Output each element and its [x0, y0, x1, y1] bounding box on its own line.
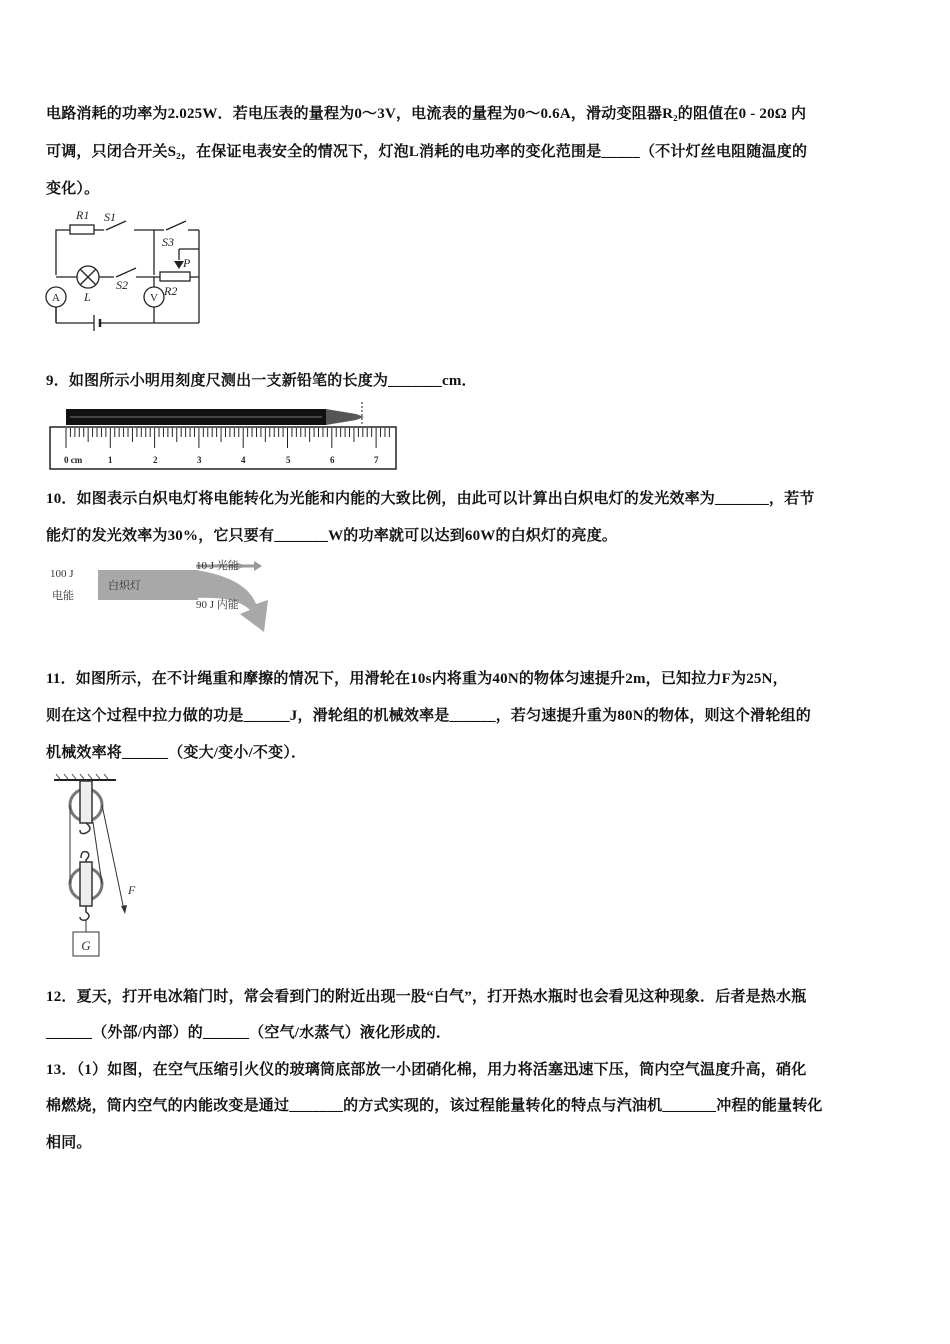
q8-line-1: 电路消耗的功率为2.025W．若电压表的量程为0～3V，电流表的量程为0～0.6A，滑动变阻器R₂的阻值在0 - 20Ω 内 [46, 106, 807, 122]
q8-line-2: 可调，只闭合开关S₂，在保证电表安全的情况下，灯泡L消耗的电功率的变化范围是_____（不计灯丝电阻随温度的 [46, 144, 808, 160]
lamp-label: 白炽灯 [108, 580, 141, 592]
q8-line-3: 变化）。 [46, 181, 100, 197]
tick-label-2: 2 [153, 455, 158, 465]
q12-line-2: ______（外部/内部）的______（空气/水蒸气）液化形成的． [46, 1025, 452, 1041]
q13-line-2: 棉燃烧，筒内空气的内能改变是通过_______的方式实现的，该过程能量转化的特点与汽油机_______冲程的能量转化 [46, 1098, 823, 1114]
q11-line-3: 机械效率将______（变大/变小/不变）． [46, 745, 307, 761]
q12-line-1: 12．夏天，打开电冰箱门时，常会看到门的附近出现一股“白气”，打开热水瓶时也会看见这种现象．后者是热水瓶 [46, 989, 807, 1005]
q10-line-2: 能灯的发光效率为30%，它只要有_______W的功率就可以达到60W的白炽灯的亮度。 [46, 528, 618, 544]
label-r1: R1 [76, 208, 90, 222]
label-l: L [84, 290, 91, 304]
q10-line-1: 10．如图表示白炽电灯将电能转化为光能和内能的大致比例，由此可以计算出白炽电灯的发光效率为_______，若节 [46, 491, 815, 507]
force-label: F [128, 883, 136, 897]
q11-line-1: 11．如图所示，在不计绳重和摩擦的情况下，用滑轮在10s内将重为40N的物体匀速提升2m，已知拉力F为25N， [46, 671, 788, 687]
ammeter-label: A [52, 292, 60, 304]
tick-label-1: 1 [108, 455, 113, 465]
label-s1: S1 [104, 210, 116, 224]
label-p: P [183, 256, 191, 270]
label-s3: S3 [162, 235, 174, 249]
energy-flow-diagram [46, 556, 278, 642]
input-energy-type: 电能 [52, 590, 74, 602]
q11-line-2: 则在这个过程中拉力做的功是______J，滑轮组的机械效率是______，若匀速提升重为80N的物体，则这个滑轮组的 [46, 708, 811, 724]
tick-label-0: 0 cm [64, 455, 83, 465]
q9-line-1: 9．如图所示小明用刻度尺测出一支新铅笔的长度为_______cm． [46, 373, 477, 389]
q13-line-1: 13．（1）如图，在空气压缩引火仪的玻璃筒底部放一小团硝化棉，用力将活塞迅速下压，筒内空气温度升高，硝化 [46, 1062, 807, 1078]
tick-label-6: 6 [330, 455, 335, 465]
label-s2: S2 [116, 278, 128, 292]
tick-label-7: 7 [374, 455, 379, 465]
label-r2: R2 [164, 284, 178, 298]
weight-label: G [81, 938, 91, 953]
heat-energy-label: 90 J 内能 [196, 599, 239, 611]
light-energy-label: 10 J 光能 [196, 560, 239, 572]
q13-line-3: 相同。 [46, 1135, 92, 1151]
voltmeter-label: V [150, 292, 158, 304]
tick-label-4: 4 [241, 455, 246, 465]
tick-label-3: 3 [197, 455, 202, 465]
input-energy-label: 100 J [50, 568, 74, 580]
circuit-diagram [44, 205, 209, 335]
pulley-diagram [44, 772, 144, 968]
ruler-pencil-figure [46, 400, 406, 475]
tick-label-5: 5 [286, 455, 291, 465]
